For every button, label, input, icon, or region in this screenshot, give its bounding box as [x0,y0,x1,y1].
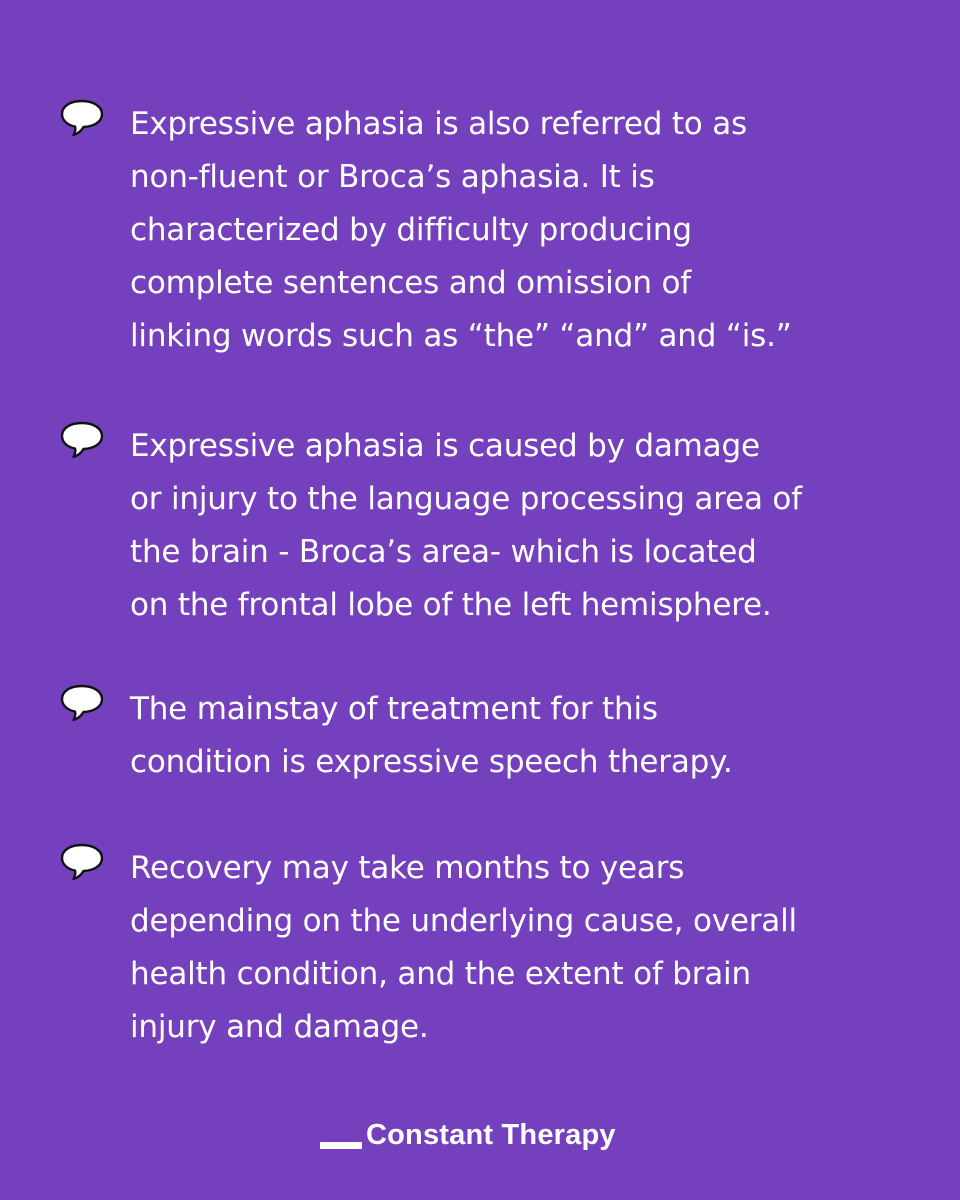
speech-bubble-icon [58,683,106,723]
bullet-line: Recovery may take months to years [130,850,685,886]
brand-logo [320,1112,616,1152]
bullet-line: non-fluent or Broca’s aphasia. It is [130,159,655,195]
bullet-line: The mainstay of treatment for this [130,691,658,727]
bullet-text [130,683,930,789]
bullet-line: on the frontal lobe of the left hemisphere. [130,587,772,623]
bullet-line: characterized by difficulty producing [130,212,692,248]
bullet-line: injury and damage. [130,1009,429,1045]
bullet-line: depending on the underlying cause, overall [130,903,797,939]
bullet-text [130,420,930,632]
bullet-line: Expressive aphasia is caused by damage [130,428,760,464]
brand-bar-mark [320,1142,362,1149]
bullet-text [130,842,930,1054]
bullet-line: health condition, and the extent of brain [130,956,751,992]
bullet-line: or injury to the language processing area of [130,481,802,517]
bullet-line: linking words such as “the” “and” and “is.” [130,318,792,354]
bullet-line: condition is expressive speech therapy. [130,744,733,780]
speech-bubble-icon [58,98,106,138]
bullet-line: Expressive aphasia is also referred to as [130,106,747,142]
speech-bubble-icon [58,842,106,882]
bullet-text [130,98,930,363]
brand-name: Constant Therapy [366,1119,616,1151]
bullet-line: complete sentences and omission of [130,265,691,301]
bullet-line: the brain - Broca’s area- which is located [130,534,757,570]
speech-bubble-icon [58,420,106,460]
